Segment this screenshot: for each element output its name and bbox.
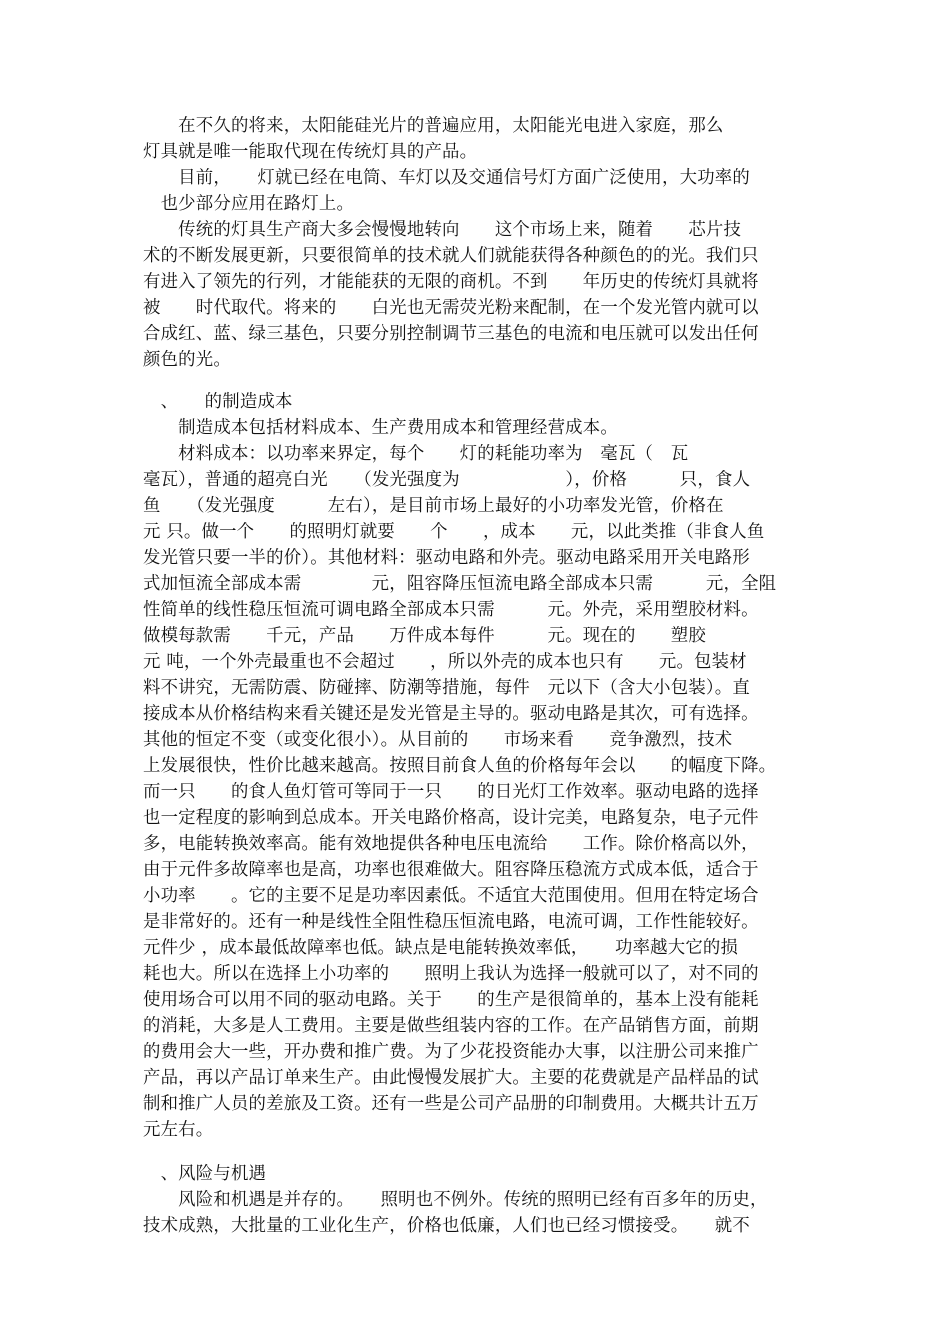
text-line: 其他的恒定不变（或变化很小）。从目前的 市场来看 竞争激烈，技术	[143, 730, 733, 750]
text-line: 制造成本包括材料成本、生产费用成本和管理经营成本。	[143, 418, 618, 438]
text-line: 技术成熟，大批量的工业化生产，价格也低廉，人们也已经习惯接受。 就不	[143, 1216, 750, 1236]
text-line: 耗也大。所以在选择上小功率的 照明上我认为选择一般就可以了，对不同的	[143, 964, 759, 984]
text-line: 也一定程度的影响到总成本。开关电路价格高，设计完美，电路复杂，电子元件	[143, 808, 759, 828]
text-line: 的费用会大一些，开办费和推广费。为了少花投资能办大事，以注册公司来推广	[143, 1042, 759, 1062]
text-line: 接成本从价格结构来看关键还是发光管是主导的。驱动电路是其次，可有选择。	[143, 704, 759, 724]
text-line: 元左右。	[143, 1120, 214, 1140]
text-line: 合成红、蓝、绿三基色，只要分别控制调节三基色的电流和电压就可以发出任何	[143, 324, 759, 344]
text-line: 的消耗，大多是人工费用。主要是做些组装内容的工作。在产品销售方面，前期	[143, 1016, 759, 1036]
text-line: 做模每款需 千元，产品 万件成本每件 元。现在的 塑胶	[143, 626, 706, 646]
text-line: 制和推广人员的差旅及工资。还有一些是公司产品册的印制费用。大概共计五万	[143, 1094, 759, 1114]
text-line: 材料成本：以功率来界定，每个 灯的耗能功率为 毫瓦（ 瓦	[143, 444, 689, 464]
text-line: 多，电能转换效率高。能有效地提供各种电压电流给 工作。除价格高以外，	[143, 834, 759, 854]
text-line: 灯具就是唯一能取代现在传统灯具的产品。	[143, 142, 478, 162]
text-line: 传统的灯具生产商大多会慢慢地转向 这个市场上来，随着 芯片技	[143, 220, 742, 240]
text-line: 是非常好的。还有一种是线性全阻性稳压恒流电路，电流可调，工作性能较好。	[143, 912, 759, 932]
text-line: 元件少 ，成本最低故障率也低。缺点是电能转换效率低， 功率越大它的损	[143, 938, 739, 958]
text-line: 在不久的将来，太阳能硅光片的普遍应用，太阳能光电进入家庭，那么	[143, 116, 724, 136]
text-line: 被 时代取代。将来的 白光也无需荧光粉来配制，在一个发光管内就可以	[143, 298, 759, 318]
text-line: 产品，再以产品订单来生产。由此慢慢发展扩大。主要的花费就是产品样品的试	[143, 1068, 759, 1088]
section-heading: 、风险与机遇	[143, 1164, 267, 1184]
text-line: 发光管只要一半的价）。其他材料：驱动电路和外壳。驱动电路采用开关电路形	[143, 548, 750, 568]
text-line: 使用场合可以用不同的驱动电路。关于 的生产是很简单的，基本上没有能耗	[143, 990, 759, 1010]
text-line: 元 只。做一个 的照明灯就要 个 ，成本 元，以此类推（非食人鱼	[143, 522, 765, 542]
text-line: 由于元件多故障率也是高，功率也很难做大。阻容降压稳流方式成本低，适合于	[143, 860, 759, 880]
text-line: 上发展很快，性价比越来越高。按照目前食人鱼的价格每年会以 的幅度下降。	[143, 756, 777, 776]
text-line: 而一只 的食人鱼灯管可等同于一只 的日光灯工作效率。驱动电路的选择	[143, 782, 759, 802]
text-line: 式加恒流全部成本需 元，阻容降压恒流电路全部成本只需 元，全阻	[143, 574, 777, 594]
section-heading: 、 的制造成本	[143, 392, 293, 412]
text-line: 有进入了领先的行列，才能能获的无限的商机。不到 年历史的传统灯具就将	[143, 272, 759, 292]
text-line: 术的不断发展更新，只要很简单的技术就人们就能获得各种颜色的的光。我们只	[143, 246, 759, 266]
text-line: 性简单的线性稳压恒流可调电路全部成本只需 元。外壳，采用塑胶材料。	[143, 600, 759, 620]
text-line: 元 吨，一个外壳最重也不会超过 ，所以外壳的成本也只有 元。包装材	[143, 652, 747, 672]
text-line: 鱼 （发光强度 左右），是目前市场上最好的小功率发光管，价格在	[143, 496, 724, 516]
text-line: 小功率 。它的主要不足是功率因素低。不适宜大范围使用。但用在特定场合	[143, 886, 759, 906]
text-line: 目前， 灯就已经在电筒、车灯以及交通信号灯方面广泛使用，大功率的	[143, 168, 750, 188]
text-line: 毫瓦），普通的超亮白光 （发光强度为 ），价格 只，食人	[143, 470, 751, 490]
text-line: 颜色的光。	[143, 350, 231, 370]
text-line: 也少部分应用在路灯上。	[143, 194, 355, 214]
text-line: 风险和机遇是并存的。 照明也不例外。传统的照明已经有百多年的历史，	[143, 1190, 768, 1210]
text-line: 料不讲究，无需防震、防碰摔、防潮等措施，每件 元以下（含大小包装）。直	[143, 678, 750, 698]
